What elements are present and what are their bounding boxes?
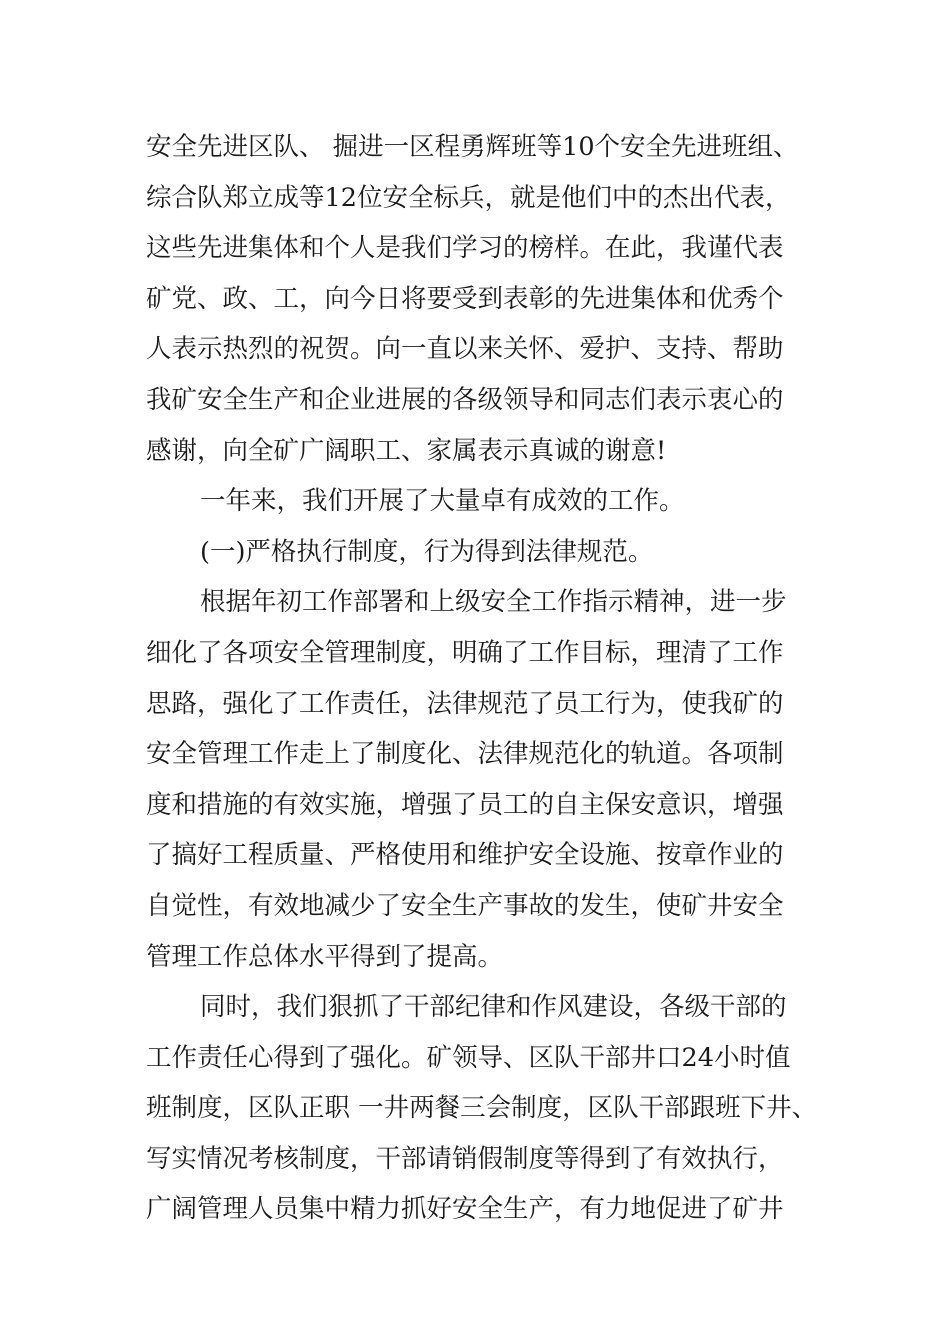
text-line: 综合队郑立成等12位安全标兵，就是他们中的杰出代表， <box>146 182 791 213</box>
text-line: 管理工作总体水平得到了提高。 <box>146 941 504 972</box>
text-line: 安全管理工作走上了制度化、法律规范化的轨道。各项制 <box>146 739 784 770</box>
text-line: 同时，我们狠抓了干部纪律和作风建设，各级干部的 <box>200 992 787 1023</box>
text-line: 人表示热烈的祝贺。向一直以来关怀、爱护、支持、帮助 <box>146 334 784 365</box>
text-line: 自觉性，有效地减少了安全生产事故的发生，使矿井安全 <box>146 890 784 921</box>
section-heading: (一)严格执行制度，行为得到法律规范。 <box>200 536 654 567</box>
text-line: 思路，强化了工作责任，法律规范了员工行为，使我矿的 <box>146 688 784 719</box>
text-line: 细化了各项安全管理制度，明确了工作目标，理清了工作 <box>146 637 784 668</box>
text-line: 矿党、政、工，向今日将要受到表彰的先进集体和优秀个 <box>146 283 784 314</box>
text-line: 根据年初工作部署和上级安全工作指示精神，进一步 <box>200 587 787 618</box>
paragraph-intro: 一年来，我们开展了大量卓有成效的工作。 <box>200 486 685 517</box>
text-line: 度和措施的有效实施，增强了员工的自主保安意识，增强 <box>146 789 784 820</box>
text-line: 广阔管理人员集中精力抓好安全生产，有力地促进了矿井 <box>146 1194 784 1225</box>
text-line: 感谢，向全矿广阔职工、家属表示真诚的谢意! <box>146 435 667 466</box>
text-line: 班制度，区队正职 一井两餐三会制度，区队干部跟班下井、 <box>146 1093 818 1124</box>
text-line: 这些先进集体和个人是我们学习的榜样。在此，我谨代表 <box>146 233 784 264</box>
text-line: 写实情况考核制度，干部请销假制度等得到了有效执行， <box>146 1143 784 1174</box>
text-line: 了搞好工程质量、严格使用和维护安全设施、按章作业的 <box>146 840 784 871</box>
text-line: 工作责任心得到了强化。矿领导、区队干部井口24小时值 <box>146 1042 791 1073</box>
text-line: 我矿安全生产和企业进展的各级领导和同志们表示衷心的 <box>146 384 784 415</box>
document-body <box>146 122 826 1235</box>
text-line: 安全先进区队、 掘进一区程勇辉班等10个安全先进班组、 <box>146 132 799 162</box>
